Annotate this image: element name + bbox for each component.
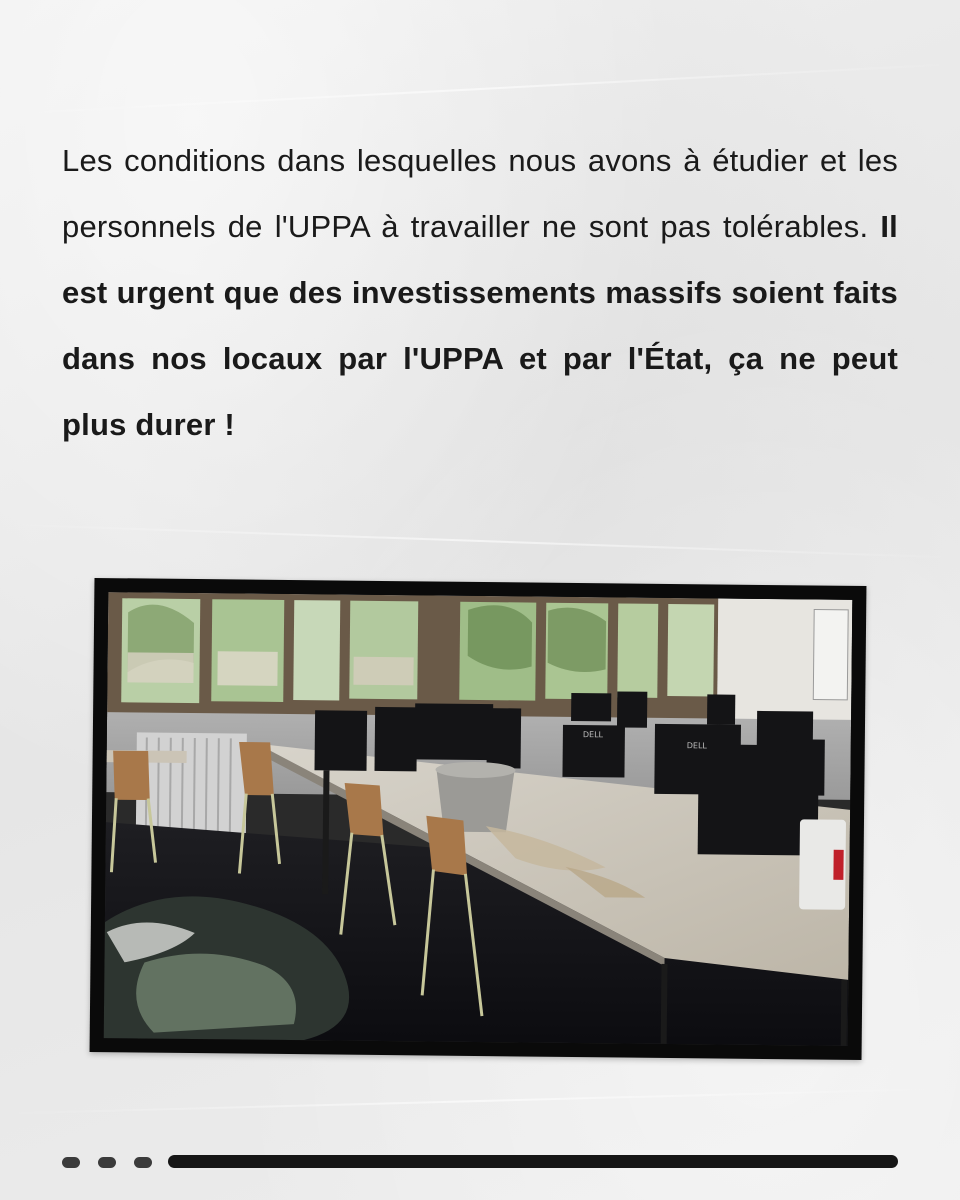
pager-dot[interactable] [62, 1157, 80, 1168]
flooded-classroom-illustration [104, 592, 853, 1046]
paper-crease [0, 523, 959, 559]
whiteboard [813, 610, 848, 700]
carousel-pager [62, 1154, 898, 1170]
pager-dot[interactable] [134, 1157, 152, 1168]
classroom-photo [104, 592, 853, 1046]
paragraph-regular-text: Les conditions dans lesquelles nous avons à étudier et les personnels de l'UPPA à travailler ne sont pas tolérables. [62, 143, 898, 244]
pager-dot[interactable] [98, 1157, 116, 1168]
classroom-photo-frame [90, 578, 867, 1060]
paragraph-bold-text: Il est urgent que des investissements massifs soient faits dans nos locaux par l'UPPA et par l'État, ça ne peut plus durer ! [62, 209, 898, 442]
paper-crease [0, 1087, 960, 1114]
main-paragraph [62, 128, 898, 458]
monitor-logo-text: DELL [686, 741, 707, 751]
paper-crease [1, 63, 960, 115]
pager-active-bar[interactable] [168, 1155, 898, 1168]
monitor-logo-text: DELL [582, 730, 604, 740]
